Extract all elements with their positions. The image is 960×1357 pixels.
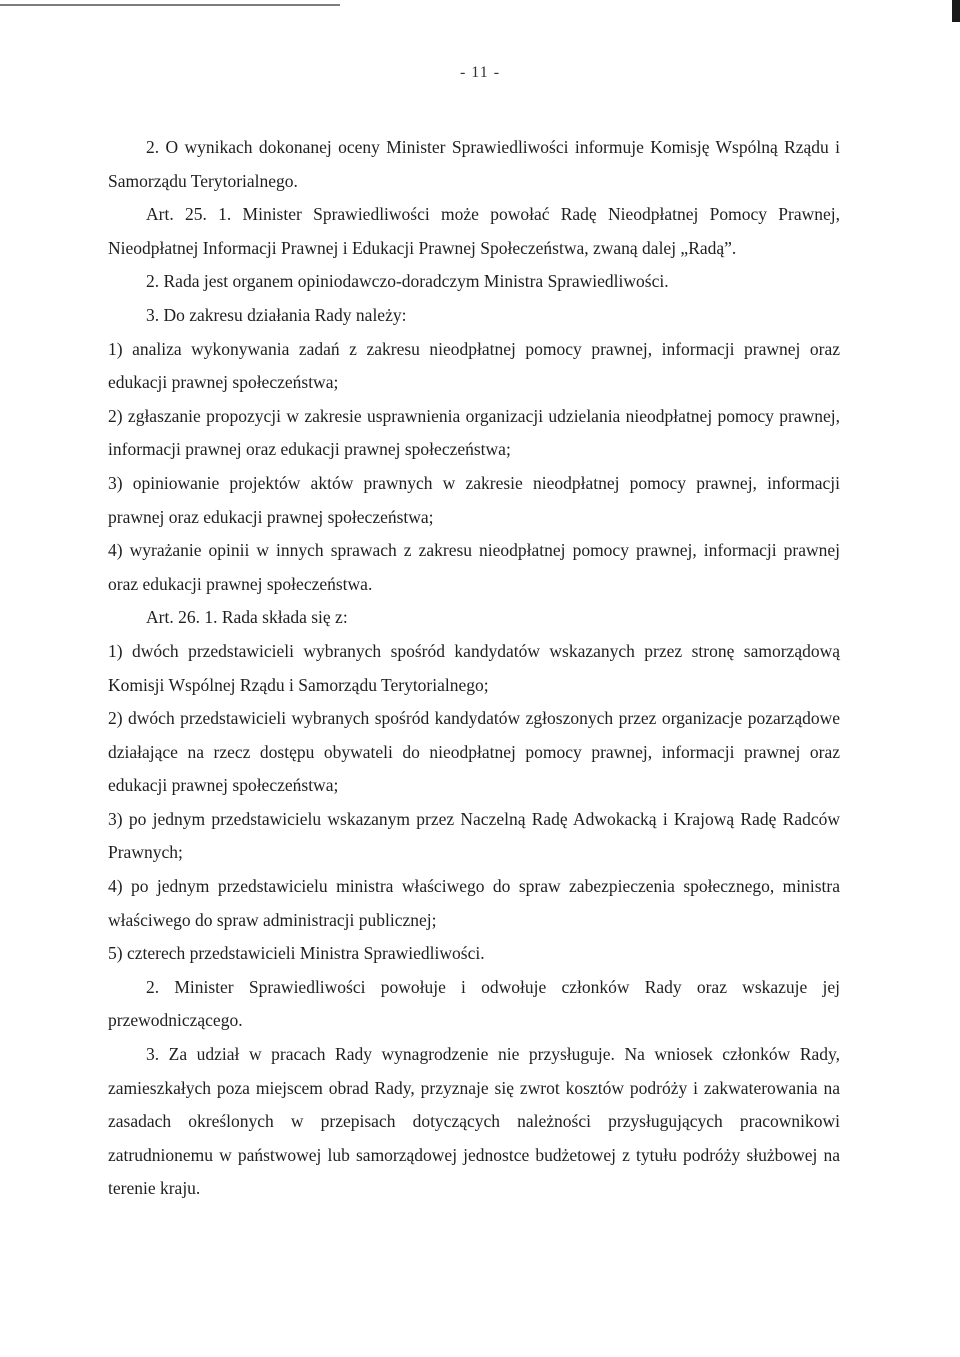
top-scan-rule [0, 4, 340, 6]
paragraph-art26-1: Art. 26. 1. Rada składa się z: [146, 607, 348, 628]
list-item-art26-1-4: 4) po jednym przedstawicielu ministra właściwego do spraw zabezpieczenia społecznego, ministra właściwego do spraw administracji publicznej; [108, 876, 840, 930]
paragraph-art26-3: 3. Za udział w pracach Rady wynagrodzenie nie przysługuje. Na wniosek członków Rady, zamieszkałych poza miejscem obrad Rady, przyznaje się zwrot kosztów podróży i zakwaterowania na zasadach określonych w przepisach dotyczących należności przysługujących pracownikowi zatrudnionemu w państwowej lub samorządowej jednostce budżetowej z tytułu podróży służbowej na terenie kraju. [108, 1044, 840, 1199]
list-item-art26-1-5: 5) czterech przedstawicieli Ministra Sprawiedliwości. [108, 943, 485, 964]
corner-scan-mark [952, 0, 960, 22]
paragraph-art24-2: 2. O wynikach dokonanej oceny Minister Sprawiedliwości informuje Komisję Wspólną Rządu i Samorządu Terytorialnego. [108, 137, 840, 191]
list-item-art26-1-2: 2) dwóch przedstawicieli wybranych spośród kandydatów zgłoszonych przez organizacje pozarządowe działające na rzecz dostępu obywateli do nieodpłatnej pomocy prawnej, informacji prawnej oraz edukacji prawnej społeczeństwa; [108, 708, 840, 796]
document-body [108, 131, 840, 1206]
list-item-art25-3-3: 3) opiniowanie projektów aktów prawnych w zakresie nieodpłatnej pomocy prawnej, informacji prawnej oraz edukacji prawnej społeczeństwa; [108, 472, 840, 527]
list-item-art25-3-2: 2) zgłaszanie propozycji w zakresie usprawnienia organizacji udzielania nieodpłatnej pomocy prawnej, informacji prawnej oraz edukacji prawnej społeczeństwa; [108, 405, 840, 460]
list-item-art25-3-1: 1) analiza wykonywania zadań z zakresu nieodpłatnej pomocy prawnej, informacji prawnej oraz edukacji prawnej społeczeństwa; [108, 338, 840, 393]
list-item-art26-1-3: 3) po jednym przedstawicielu wskazanym przez Naczelną Radę Adwokacką i Krajową Radę Radców Prawnych; [108, 808, 840, 863]
paragraph-art25-1: Art. 25. 1. Minister Sprawiedliwości może powołać Radę Nieodpłatnej Pomocy Prawnej, Nieodpłatnej Informacji Prawnej i Edukacji Prawnej Społeczeństwa, zwaną dalej „Radą”. [108, 204, 840, 258]
paragraph-art25-3: 3. Do zakresu działania Rady należy: [146, 304, 407, 325]
paragraph-art25-2: 2. Rada jest organem opiniodawczo-doradczym Ministra Sprawiedliwości. [146, 271, 669, 292]
list-item-art26-1-1: 1) dwóch przedstawicieli wybranych spośród kandydatów wskazanych przez stronę samorządową Komisji Wspólnej Rządu i Samorządu Terytorialnego; [108, 640, 840, 695]
paragraph-art26-2: 2. Minister Sprawiedliwości powołuje i odwołuje członków Rady oraz wskazuje jej przewodniczącego. [108, 976, 840, 1031]
page-number: - 11 - [459, 64, 501, 81]
list-item-art25-3-4: 4) wyrażanie opinii w innych sprawach z zakresu nieodpłatnej pomocy prawnej, informacji prawnej oraz edukacji prawnej społeczeństwa. [108, 540, 840, 594]
